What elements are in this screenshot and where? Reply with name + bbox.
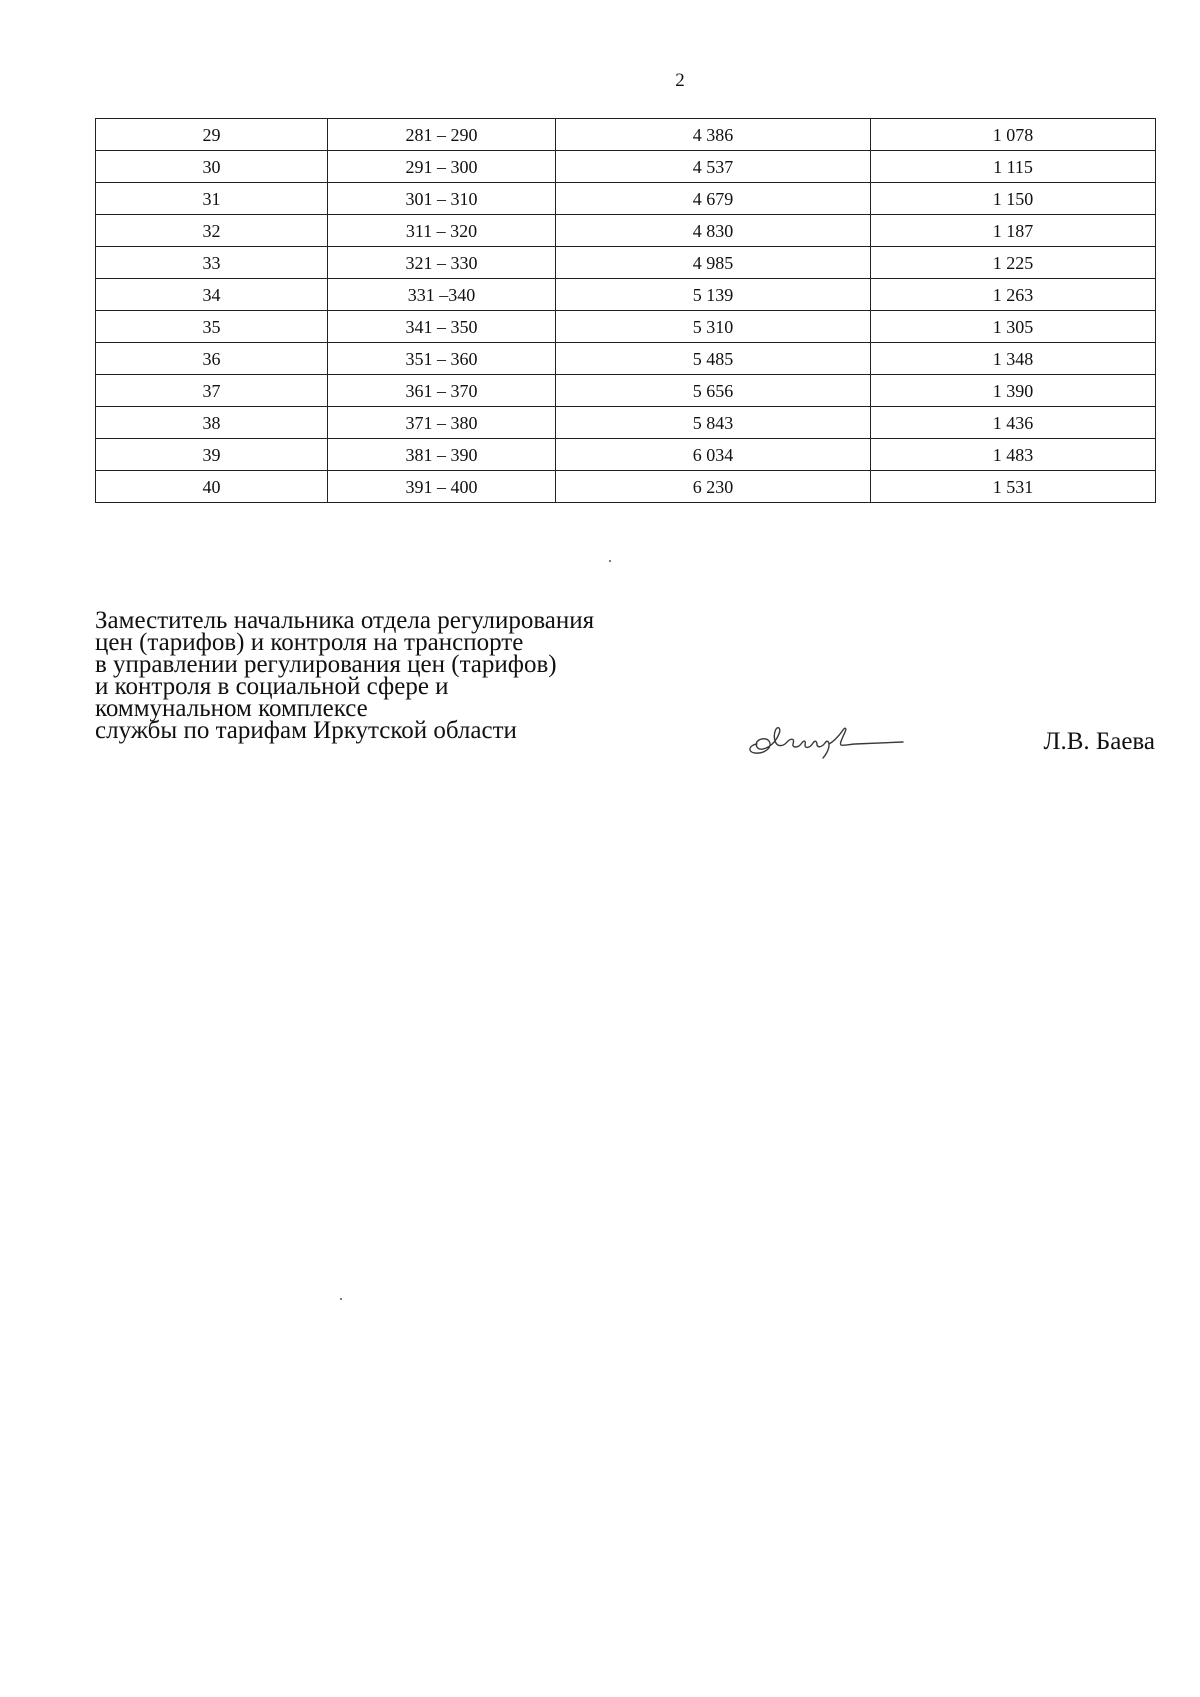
range-cell: 381 – 390 (328, 439, 556, 471)
table-row (96, 311, 1156, 343)
range-cell: 371 – 380 (328, 407, 556, 439)
row-number-cell: 29 (96, 119, 328, 151)
value-cell: 4 679 (556, 183, 871, 215)
value-cell: 1 150 (871, 183, 1156, 215)
value-cell: 1 305 (871, 311, 1156, 343)
table-row (96, 375, 1156, 407)
signer-position-line: и контроля в социальной сфере и (95, 673, 449, 700)
range-cell: 281 – 290 (328, 119, 556, 151)
table-row (96, 407, 1156, 439)
signer-position-line: службы по тарифам Иркутской области (95, 717, 517, 744)
value-cell: 5 139 (556, 279, 871, 311)
value-cell: 4 386 (556, 119, 871, 151)
value-cell: 1 187 (871, 215, 1156, 247)
signer-position (95, 607, 595, 744)
row-number-cell: 37 (96, 375, 328, 407)
signer-name: Л.В. Баева (1043, 728, 1155, 755)
signer-position-line: в управлении регулирования цен (тарифов) (95, 651, 557, 678)
value-cell: 5 843 (556, 407, 871, 439)
value-cell: 5 485 (556, 343, 871, 375)
row-number-cell: 38 (96, 407, 328, 439)
row-number-cell: 32 (96, 215, 328, 247)
row-number-cell: 35 (96, 311, 328, 343)
scan-speck (609, 560, 611, 562)
row-number-cell: 40 (96, 471, 328, 503)
signer-position-line: Заместитель начальника отдела регулирования (95, 607, 595, 634)
value-cell: 1 263 (871, 279, 1156, 311)
tariff-table (95, 118, 1156, 503)
value-cell: 1 436 (871, 407, 1156, 439)
table-row (96, 439, 1156, 471)
handwritten-signature (743, 714, 913, 760)
value-cell: 4 537 (556, 151, 871, 183)
table-row (96, 151, 1156, 183)
table-row (96, 215, 1156, 247)
table-row (96, 279, 1156, 311)
row-number-cell: 34 (96, 279, 328, 311)
value-cell: 5 310 (556, 311, 871, 343)
table-row (96, 471, 1156, 503)
table-row (96, 119, 1156, 151)
table-row (96, 343, 1156, 375)
value-cell: 4 985 (556, 247, 871, 279)
signer-position-line: цен (тарифов) и контроля на транспорте (95, 629, 524, 656)
scan-speck (340, 1298, 342, 1300)
value-cell: 5 656 (556, 375, 871, 407)
value-cell: 6 034 (556, 439, 871, 471)
value-cell: 1 115 (871, 151, 1156, 183)
table-row (96, 183, 1156, 215)
range-cell: 331 –340 (328, 279, 556, 311)
signature-block (95, 607, 1155, 770)
range-cell: 301 – 310 (328, 183, 556, 215)
value-cell: 4 830 (556, 215, 871, 247)
row-number-cell: 33 (96, 247, 328, 279)
range-cell: 391 – 400 (328, 471, 556, 503)
value-cell: 1 531 (871, 471, 1156, 503)
range-cell: 291 – 300 (328, 151, 556, 183)
row-number-cell: 39 (96, 439, 328, 471)
table-row (96, 247, 1156, 279)
value-cell: 1 483 (871, 439, 1156, 471)
row-number-cell: 31 (96, 183, 328, 215)
row-number-cell: 30 (96, 151, 328, 183)
range-cell: 321 – 330 (328, 247, 556, 279)
row-number-cell: 36 (96, 343, 328, 375)
value-cell: 6 230 (556, 471, 871, 503)
range-cell: 341 – 350 (328, 311, 556, 343)
range-cell: 311 – 320 (328, 215, 556, 247)
value-cell: 1 390 (871, 375, 1156, 407)
range-cell: 361 – 370 (328, 375, 556, 407)
page-number: 2 (675, 70, 685, 91)
value-cell: 1 225 (871, 247, 1156, 279)
signer-position-line: коммунальном комплексе (95, 695, 368, 722)
value-cell: 1 078 (871, 119, 1156, 151)
range-cell: 351 – 360 (328, 343, 556, 375)
value-cell: 1 348 (871, 343, 1156, 375)
